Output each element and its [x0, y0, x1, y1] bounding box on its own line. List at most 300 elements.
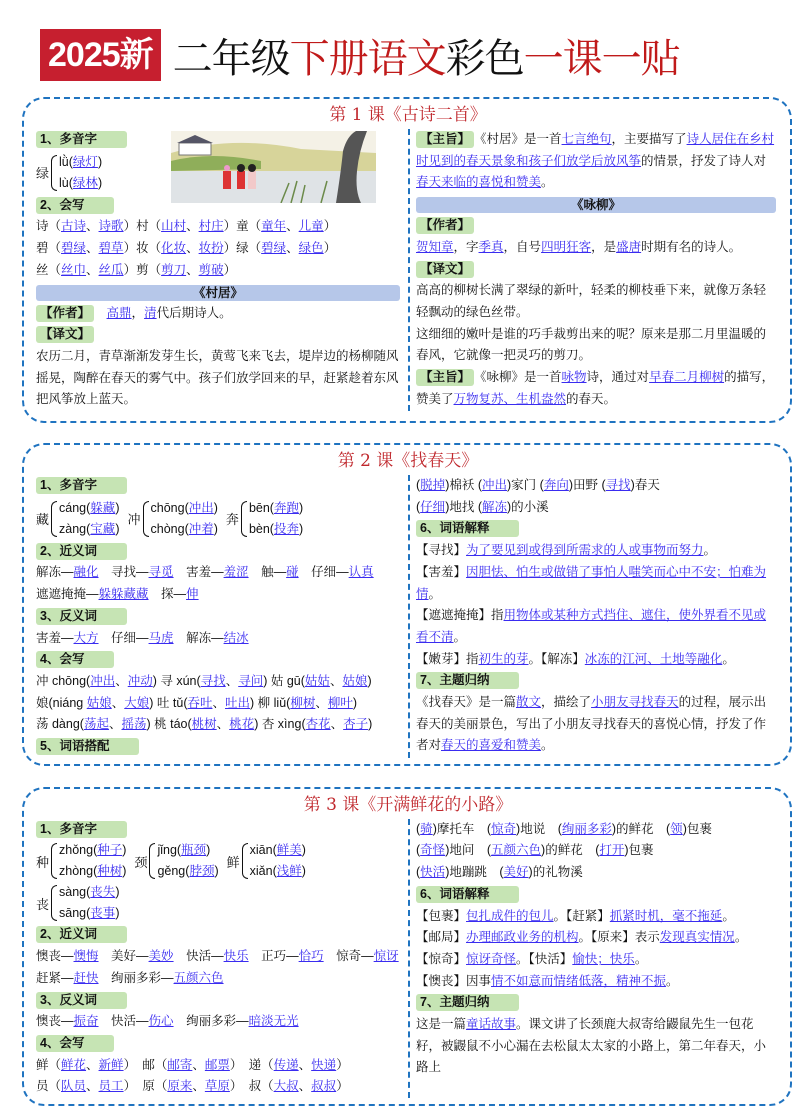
lesson-title: 第 3 课《开满鲜花的小路》: [303, 794, 513, 815]
answer-link[interactable]: 赶快: [73, 970, 99, 985]
content-line: [416, 237, 776, 259]
text-segment: ）: [223, 262, 237, 277]
text-segment: ）: [323, 241, 337, 256]
polyphone-item: [226, 498, 303, 540]
answer-link[interactable]: 丝巾: [61, 262, 87, 277]
tagged-line: [416, 259, 776, 281]
answer-link[interactable]: 姑娘: [342, 673, 368, 688]
answer-link[interactable]: 惊讶奇怪: [466, 951, 517, 966]
answer-link[interactable]: 抓紧时机，毫不拖延: [609, 908, 723, 923]
content-line: [36, 693, 400, 715]
text-segment: 。【快活】: [516, 951, 573, 966]
text-segment: )地找 (: [445, 499, 482, 514]
answer-link[interactable]: 初生的芽: [478, 651, 529, 666]
text-segment: 、: [111, 695, 125, 710]
answer-link[interactable]: 碧绿: [61, 241, 87, 256]
text-segment: 。: [453, 629, 467, 644]
readings: [59, 498, 119, 540]
answer-link[interactable]: 小朋友寻找春天: [591, 695, 679, 710]
answer-link[interactable]: 快活: [420, 865, 446, 880]
tagged-line: [416, 367, 776, 410]
answer-link[interactable]: 古诗: [61, 219, 87, 234]
section-heading: [36, 475, 400, 497]
text-segment: ，描绘了: [541, 695, 592, 710]
text-segment: (: [416, 821, 421, 836]
heading-label: 6、词语解释: [416, 886, 519, 903]
text-segment: )家门 (: [507, 478, 544, 492]
tag-label: 【译文】: [416, 261, 474, 278]
content-line: [416, 692, 776, 757]
title-part: 下册语文: [289, 35, 446, 82]
text-segment: 。: [703, 543, 717, 558]
text-segment: 员（: [36, 1079, 62, 1094]
answer-link[interactable]: 认真: [348, 565, 374, 580]
readings: [157, 840, 218, 882]
answer-link[interactable]: 懊悔: [73, 949, 99, 964]
content-line: [36, 562, 400, 584]
answer-link[interactable]: 大方: [73, 630, 99, 645]
text-segment: 美好—: [98, 949, 149, 964]
content-line: [416, 949, 776, 971]
text-segment: 【惊奇】: [416, 951, 467, 966]
pinyin: sāng: [59, 906, 87, 921]
text-segment: )田野 (: [568, 478, 606, 492]
answer-link[interactable]: 脖颈: [189, 864, 215, 879]
answer-link[interactable]: 种树: [97, 864, 123, 879]
pinyin: bēn: [248, 500, 270, 515]
answer-link[interactable]: 躲躲藏藏: [98, 587, 149, 602]
answer-link[interactable]: 冰冻的江河、土地等融化: [584, 651, 723, 666]
paren: (: [272, 864, 277, 879]
answer-link[interactable]: 万物复苏、生机盎然: [453, 391, 567, 406]
text-segment: 【嫩芽】指: [416, 651, 479, 666]
text-segment: 、: [192, 1079, 205, 1094]
right-column: [408, 475, 780, 758]
answer-link[interactable]: 快乐: [223, 949, 249, 964]
right-column: [408, 819, 780, 1098]
answer-link[interactable]: 奇怪: [420, 843, 446, 858]
text-segment: 。: [541, 738, 554, 753]
polyphone-char: 鲜: [226, 854, 240, 870]
answer-link[interactable]: 发现真实情况: [659, 930, 735, 945]
section-heading: [36, 819, 400, 841]
heading-label: 4、会写: [36, 651, 114, 668]
answer-link[interactable]: 早春二月柳树: [649, 370, 725, 385]
paren: ): [213, 521, 218, 536]
paren: (: [86, 885, 91, 900]
text-segment: ) 桃 táo(: [146, 717, 192, 732]
text-segment: ） 叔（: [229, 1079, 274, 1094]
text-segment: 。课文讲了长颈鹿大叔寄给鼹鼠先生一包花籽，被鼹鼠不小心漏在去松鼠太太家的小路上，第二年春天，小路上: [416, 1017, 767, 1075]
text-segment: 碧（: [36, 241, 62, 256]
content-line: [416, 840, 776, 862]
text-segment: 、: [225, 673, 239, 688]
answer-link[interactable]: 鲜花: [61, 1057, 87, 1072]
answer-link[interactable]: 妆扮: [198, 241, 224, 256]
section-heading: [36, 606, 400, 628]
answer-link[interactable]: 童年: [261, 219, 287, 234]
readings: [250, 840, 306, 882]
answer-link[interactable]: 寻找: [200, 673, 226, 688]
content-line: [36, 216, 400, 238]
text-segment: ） 递（: [229, 1057, 274, 1072]
answer-link[interactable]: 仔细: [420, 499, 446, 514]
heading-label: 2、近义词: [36, 543, 127, 560]
text-segment: 。: [634, 951, 648, 966]
answer-link[interactable]: 绿林: [72, 175, 98, 190]
answer-link[interactable]: 伸: [186, 587, 199, 602]
text-segment: 这是一篇: [416, 1017, 467, 1032]
answer-link[interactable]: 用物体或某种方式挡住、遮住，使外界看不见或看不清: [416, 608, 767, 644]
answer-link[interactable]: 领: [670, 821, 683, 836]
text-segment: 、: [298, 1079, 312, 1094]
answer-link[interactable]: 柳叶: [327, 695, 353, 710]
answer-link[interactable]: 奔向: [543, 478, 569, 492]
answer-link[interactable]: 季真: [478, 239, 504, 254]
answer-link[interactable]: 宝藏: [90, 521, 116, 536]
answer-link[interactable]: 惊奇: [491, 821, 517, 836]
answer-link[interactable]: 清: [144, 305, 157, 320]
paren: (: [86, 521, 91, 536]
answer-link[interactable]: 冲出: [188, 500, 214, 515]
right-column: [408, 129, 780, 411]
text-segment: 赶紧—: [36, 970, 74, 985]
answer-link[interactable]: 五颜六色: [491, 843, 542, 858]
answer-link[interactable]: 绿灯: [72, 154, 98, 169]
tag-label: 【作者】: [416, 217, 474, 234]
text-segment: 荡 dàng(: [36, 717, 84, 732]
answer-link[interactable]: 大叔: [273, 1079, 299, 1094]
answer-link[interactable]: 盛唐: [616, 239, 642, 254]
pinyin: zhòng: [59, 864, 94, 879]
polyphone-char: 冲: [127, 512, 141, 528]
answer-link[interactable]: 桃树: [191, 717, 217, 732]
text-segment: )包裹: [624, 843, 654, 858]
answer-link[interactable]: 绿色: [298, 241, 324, 256]
polyphone-item: [36, 840, 126, 882]
answer-link[interactable]: 振奋: [73, 1014, 99, 1029]
tag-label: 【主旨】: [416, 131, 474, 148]
text-segment: 代后期诗人。: [156, 305, 232, 320]
answer-link[interactable]: 童话故事: [466, 1017, 517, 1032]
answer-link[interactable]: 吞吐: [187, 695, 213, 710]
answer-link[interactable]: 办理邮政业务的机构: [466, 930, 579, 945]
answer-link[interactable]: 绚丽多彩: [561, 821, 612, 836]
polyphone-row: [36, 840, 400, 924]
text-segment: 丝（: [36, 262, 62, 277]
answer-link[interactable]: 高鼎: [106, 305, 132, 320]
answer-link[interactable]: 冲出: [90, 673, 116, 688]
brace-icon: [149, 843, 155, 879]
answer-link[interactable]: 杏花: [305, 717, 331, 732]
polyphone-item: [36, 882, 119, 924]
tag-label: 【译文】: [36, 326, 94, 343]
text-segment: ）妆（: [123, 241, 162, 256]
answer-link[interactable]: 春天来临的喜悦和赞美: [416, 175, 542, 190]
answer-link[interactable]: 草原: [204, 1079, 230, 1094]
answer-link[interactable]: 儿童: [298, 219, 324, 234]
tagged-line: [36, 324, 400, 346]
answer-link[interactable]: 融化: [73, 565, 99, 580]
answer-link[interactable]: 化妆: [161, 241, 187, 256]
polyphone-char: 绿: [36, 166, 50, 182]
answer-link[interactable]: 瓶颈: [181, 843, 207, 858]
answer-link[interactable]: 叔叔: [311, 1079, 337, 1094]
answer-link[interactable]: 马虎: [148, 630, 174, 645]
pinyin: jǐng: [157, 843, 177, 858]
content-line: [36, 714, 400, 736]
answer-link[interactable]: 美好: [503, 865, 529, 880]
reading-line: [59, 498, 119, 519]
content-line: [416, 862, 776, 884]
answer-link[interactable]: 散文: [516, 695, 542, 710]
section-heading: [36, 924, 400, 946]
content-line: [416, 497, 776, 519]
content-line: [36, 260, 400, 282]
polyphone-item: [227, 840, 306, 882]
answer-link[interactable]: 寻觅: [148, 565, 174, 580]
answer-link[interactable]: 脱掉: [420, 478, 446, 492]
answer-link[interactable]: 羞涩: [223, 565, 249, 580]
text-segment: 、: [115, 673, 128, 688]
answer-link[interactable]: 美妙: [148, 949, 174, 964]
paren: (: [93, 864, 98, 879]
answer-link[interactable]: 鲜美: [276, 843, 302, 858]
brace-icon: [242, 843, 248, 879]
lesson-title: 第 2 课《找春天》: [337, 451, 479, 471]
answer-link[interactable]: 种子: [97, 843, 123, 858]
text-segment: ，自号: [503, 239, 542, 254]
answer-link[interactable]: 碧草: [98, 241, 124, 256]
answer-link[interactable]: 传递: [273, 1057, 299, 1072]
answer-link[interactable]: 丧事: [90, 906, 116, 921]
heading-label: 1、多音字: [36, 821, 127, 838]
paren: ): [115, 500, 120, 515]
paren: ): [301, 864, 306, 879]
answer-link[interactable]: 为了要见到或得到所需求的人或事物而努力: [466, 543, 704, 558]
answer-link[interactable]: 春天的喜爱和赞美: [441, 738, 542, 753]
answer-link[interactable]: 姑娘: [86, 695, 112, 710]
answer-link[interactable]: 惊讶: [373, 949, 399, 964]
answer-link[interactable]: 丧失: [90, 885, 116, 900]
text-segment: )地问 (: [445, 843, 492, 858]
text-segment: 的春天。: [566, 391, 617, 406]
content-line: [416, 649, 776, 671]
text-segment: 懊丧—: [36, 949, 74, 964]
heading-label: 5、词语搭配: [36, 738, 139, 755]
section-heading: [36, 736, 400, 758]
text-segment: ）绿（: [223, 241, 262, 256]
answer-link[interactable]: 七言绝句: [561, 132, 612, 146]
answer-link[interactable]: 愉快；快乐: [572, 951, 635, 966]
text-segment: (: [416, 865, 421, 880]
paren: (: [269, 500, 274, 515]
heading-label: 6、词语解释: [416, 520, 519, 537]
pinyin: zàng: [59, 521, 87, 536]
lesson-columns: [36, 819, 780, 1098]
heading-label: 3、反义词: [36, 992, 127, 1009]
text-segment: 。: [722, 908, 735, 923]
answer-link[interactable]: 伤心: [148, 1014, 174, 1029]
readings: [59, 882, 119, 924]
text-segment: 害羞—: [36, 630, 74, 645]
content-line: [416, 927, 776, 949]
content-line: [416, 540, 776, 562]
reading-line: [59, 173, 102, 194]
paren: (: [185, 864, 190, 879]
text-segment: 。: [666, 973, 679, 988]
text-segment: 【邮局】: [416, 930, 467, 945]
title-part: 一课一贴: [523, 35, 680, 82]
polyphone-char: 种: [36, 854, 50, 870]
answer-link[interactable]: 碰: [286, 565, 299, 580]
text-segment: 、: [286, 241, 299, 256]
answer-link[interactable]: 吐出: [225, 695, 251, 710]
content-line: [416, 605, 776, 648]
answer-link[interactable]: 冲动: [127, 673, 153, 688]
title-part: 二年级: [172, 35, 290, 82]
answer-link[interactable]: 新鲜: [98, 1057, 124, 1072]
text-segment: )的鲜花 (: [541, 843, 600, 858]
answer-link[interactable]: 解冻: [482, 499, 508, 514]
answer-link[interactable]: 咏物: [561, 370, 587, 385]
text-segment: ）: [323, 219, 337, 234]
text-segment: 、: [86, 1057, 99, 1072]
answer-link[interactable]: 剪刀: [161, 262, 187, 277]
section-heading: [36, 541, 400, 563]
answer-link[interactable]: 快递: [311, 1057, 337, 1072]
answer-link[interactable]: 碧绿: [261, 241, 287, 256]
answer-link[interactable]: 诗歌: [98, 219, 124, 234]
answer-link[interactable]: 包扎成件的包儿: [466, 908, 554, 923]
answer-link[interactable]: 骑: [420, 821, 433, 836]
answer-link[interactable]: 杏子: [343, 717, 369, 732]
poem-title-bar: 《咏柳》: [416, 197, 776, 213]
paren: ): [206, 843, 211, 858]
answer-link[interactable]: 躲藏: [90, 500, 116, 515]
answer-link[interactable]: 恰巧: [298, 949, 324, 964]
text-segment: 、: [86, 241, 99, 256]
answer-link[interactable]: 山村: [161, 219, 187, 234]
answer-link[interactable]: 邮寄: [167, 1057, 193, 1072]
paragraph: 农历二月，青草渐渐发芽生长，黄莺飞来飞去，堤岸边的杨柳随风摇晃，陶醉在春天的雾气中。孩子们放学回来的早，赶紧趁着东风把风筝放上蓝天。: [36, 348, 399, 407]
answer-link[interactable]: 寻找: [605, 478, 631, 492]
readings: [59, 840, 126, 882]
answer-link[interactable]: 剪破: [198, 262, 224, 277]
content-line: [36, 671, 400, 693]
answer-link[interactable]: 冲着: [188, 521, 214, 536]
answer-link[interactable]: 投奔: [273, 521, 299, 536]
heading-label: 1、多音字: [36, 131, 127, 148]
text-segment: ） 原（: [123, 1079, 168, 1094]
text-segment: 、: [298, 1057, 312, 1072]
answer-link[interactable]: 员工: [98, 1079, 124, 1094]
text-segment: 遮遮掩掩—: [36, 587, 99, 602]
answer-link[interactable]: 邮票: [204, 1057, 230, 1072]
answer-link[interactable]: 五颜六色: [173, 970, 224, 985]
content-line: [416, 819, 776, 841]
answer-link[interactable]: 姑姑: [304, 673, 330, 688]
pinyin: chōng: [150, 500, 185, 515]
answer-link[interactable]: 诗人居住在乡村时见到的春天景象和孩子们放学后放风筝: [416, 132, 775, 168]
text-segment: 、: [330, 717, 344, 732]
paren: ): [213, 500, 218, 515]
text-segment: 仔细—: [98, 630, 149, 645]
text-segment: 诗（: [36, 219, 62, 234]
pinyin: xiǎn: [249, 864, 273, 879]
text-segment: 。: [541, 175, 554, 190]
answer-link[interactable]: 丝瓜: [98, 262, 124, 277]
answer-link[interactable]: 浅鲜: [276, 864, 302, 879]
answer-link[interactable]: 原来: [167, 1079, 193, 1094]
text-segment: 。: [734, 930, 748, 945]
answer-link[interactable]: 摇荡: [121, 717, 147, 732]
answer-link[interactable]: 冲出: [482, 478, 508, 492]
page-title: [173, 27, 680, 84]
heading-label: 3、反义词: [36, 608, 127, 625]
section-heading: [416, 884, 776, 906]
answer-link[interactable]: 大娘: [124, 695, 150, 710]
answer-link[interactable]: 四明狂客: [541, 239, 592, 254]
answer-link[interactable]: 情不如意而情绪低落，精神不振: [491, 973, 667, 988]
text-segment: ) 杏 xìng(: [254, 717, 306, 732]
lesson-title: 第 1 课《古诗二首》: [329, 105, 487, 125]
content-line: [36, 584, 400, 606]
reading-line: [59, 840, 126, 861]
left-column: [36, 475, 408, 758]
paren: ): [301, 843, 306, 858]
paren: (: [93, 843, 98, 858]
answer-link[interactable]: 桃花: [229, 717, 255, 732]
heading-label: 4、会写: [36, 1035, 114, 1052]
text-segment: 、: [192, 1057, 205, 1072]
text-segment: 。【赶紧】: [553, 908, 610, 923]
lesson-3-card: [22, 787, 792, 1106]
answer-link[interactable]: 荡起: [83, 717, 109, 732]
reading-line: [59, 861, 126, 882]
section-heading: [416, 670, 776, 692]
pinyin: lù: [59, 175, 69, 190]
reading-line: [59, 903, 119, 924]
text-segment: 【包裹】: [416, 908, 467, 923]
answer-link[interactable]: 结冰: [223, 630, 249, 645]
text-segment: 仔细—: [298, 565, 349, 580]
content-line: [36, 1076, 400, 1098]
answer-link[interactable]: 寻问: [238, 673, 264, 688]
answer-link[interactable]: 暗淡无光: [248, 1014, 299, 1029]
pinyin: chòng: [150, 521, 185, 536]
answer-link[interactable]: 柳树: [290, 695, 316, 710]
answer-link[interactable]: 因胆怯、怕生或做错了事怕人嗤笑而心中不安；怕难为情: [416, 564, 767, 601]
text-segment: 、: [315, 695, 328, 710]
text-segment: 、: [212, 695, 226, 710]
answer-link[interactable]: 打开: [599, 843, 625, 858]
content-line: [36, 946, 400, 968]
pinyin: sàng: [59, 885, 87, 900]
text-segment: 触—: [248, 565, 287, 580]
text-segment: 懊丧—: [36, 1014, 74, 1029]
paren: (: [184, 521, 189, 536]
tag-label: 【主旨】: [416, 369, 474, 386]
heading-label: 7、主题归纳: [416, 994, 519, 1011]
answer-link[interactable]: 村庄: [198, 219, 224, 234]
answer-link[interactable]: 奔跑: [273, 500, 299, 515]
answer-link[interactable]: 贺知章: [416, 239, 454, 254]
answer-link[interactable]: 队员: [61, 1079, 87, 1094]
polyphone-item: [127, 498, 217, 540]
text-segment: 。: [428, 586, 442, 601]
section-heading: [36, 1033, 400, 1055]
